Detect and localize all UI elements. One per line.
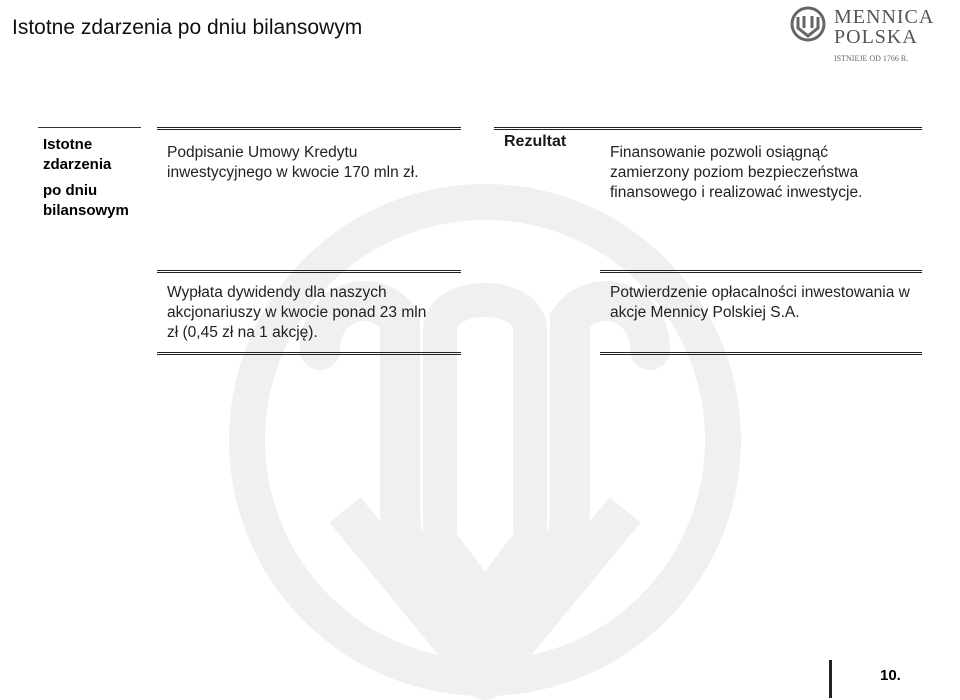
row1-left-top-rule <box>157 127 461 130</box>
side-label-rule <box>38 127 141 128</box>
mennica-emblem-icon <box>790 6 826 42</box>
row1-left-text: Podpisanie Umowy Kredytu inwestycyjnego w kwocie 170 mln zł. <box>167 144 419 181</box>
row1-right-text: Finansowanie pozwoli osiągnąć zamierzony poziom bezpieczeństwa finansowego i realizować inwestycje. <box>610 144 863 201</box>
page-title: Istotne zdarzenia po dniu bilansowym <box>12 16 363 39</box>
logo-text-mennica: MENNICA <box>834 6 935 28</box>
row1-right-top-rule <box>494 127 922 130</box>
row2-right-top-rule <box>600 270 922 273</box>
side-label <box>43 135 129 221</box>
row2-left-text: Wypłata dywidendy dla naszych akcjonariuszy w kwocie ponad 23 mln zł (0,45 zł na 1 akcję). <box>167 284 427 341</box>
side-label-line: po dniu <box>43 182 98 199</box>
mennica-watermark-emblem <box>225 180 745 700</box>
logo-text-polska: POLSKA <box>834 26 918 48</box>
side-label-line: bilansowym <box>43 202 129 219</box>
page-number-divider <box>829 660 832 698</box>
row2-right-text: Potwierdzenie opłacalności inwestowania w akcje Mennicy Polskiej S.A. <box>610 284 910 321</box>
result-header: Rezultat <box>504 133 567 150</box>
logo-subtitle: ISTNIEJE OD 1766 R. <box>834 54 909 63</box>
side-label-line: Istotne <box>43 136 93 153</box>
row2-right-bottom-rule <box>600 352 922 355</box>
side-label-line: zdarzenia <box>43 156 112 173</box>
mennica-polska-logo <box>790 4 950 66</box>
row2-left-bottom-rule <box>157 352 461 355</box>
page-number: 10. <box>880 667 901 684</box>
row2-left-top-rule <box>157 270 461 273</box>
